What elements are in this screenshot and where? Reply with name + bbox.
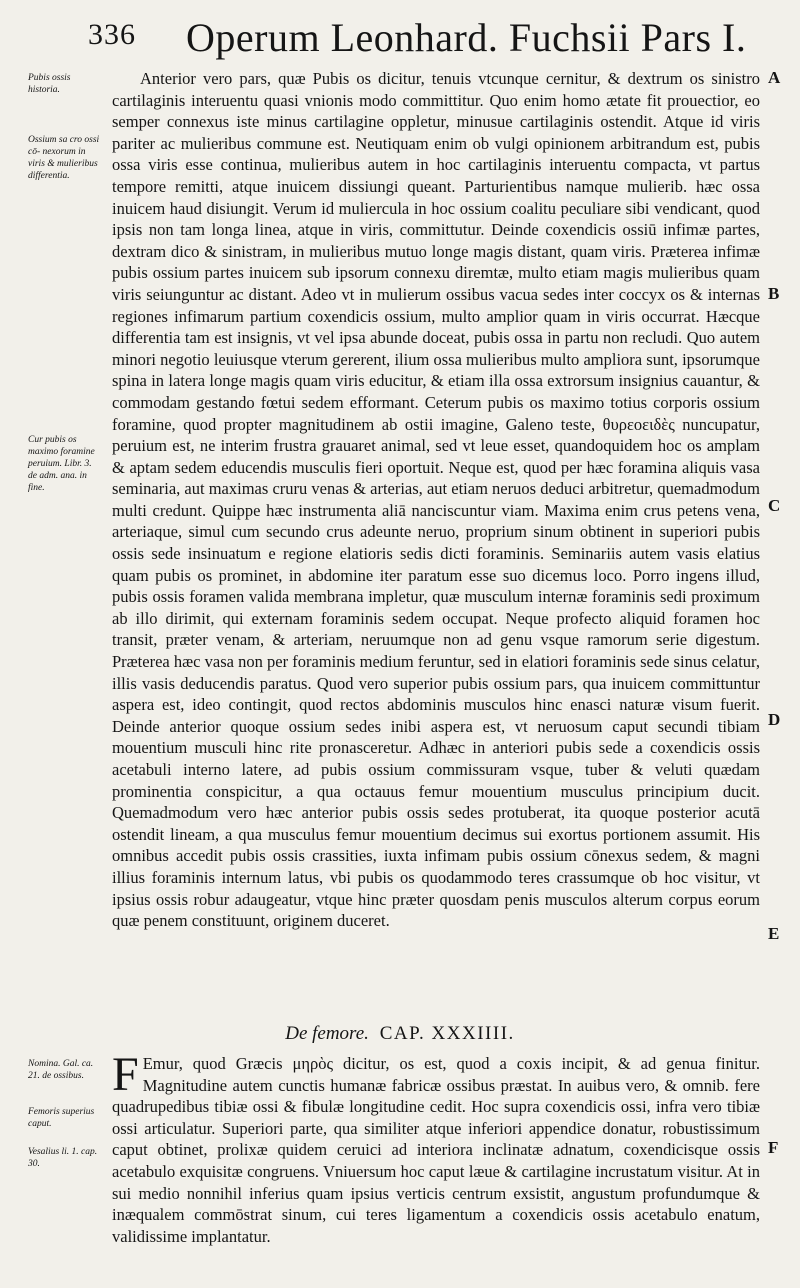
page-header: [0, 14, 800, 74]
chapter-label: CAP. XXXIIII.: [379, 1023, 515, 1044]
margin-note-names: Nomina. Gal. ca. 21. de ossibus.: [28, 1059, 94, 1081]
section-letter-b: B: [768, 284, 780, 303]
chapter-heading: [0, 1023, 800, 1045]
section-letter-a: A: [768, 68, 781, 87]
pubis-paragraph: Anterior vero pars, quæ Pubis os dicitur, tenuis vtcunque cernitur, & dextrum os sinistro cartilaginis interuentu quasi vnionis modo committitur. Quo enim homo ætate fit prouectior, eo semper connexus iste minus cartilagine oppletur, minusue cartilaginis ostendit. Atque id viris pariter ac mulieribus commune est. Neutiquam enim ob vulgi opinionem arbitrandum est, pubis ossa viris esse continua, mulieribus autem in hoc cartilaginis interuentu compacta, vt partus tempore remitti, atque inuicem dissiungi queant. Parturientibus namque mulierib. hæc ossa inuicem haud disiungit. Verum id muliercula in hoc ossium coalitu peculiare sibi vendicant, quod ipsis non tam longa linea, atque in viris, committutur. Deinde coxendicis ossiū infimæ partes, dextram dico & sinistram, in mulieribus mutuo longe magis distant, quam viris. Præterea infimæ pubis ossium partes inuicem sub ipsorum connexu diremtæ, multo etiam magis mulieribus quam viris seiunguntur ac distant. Adeo vt in mulierum ossibus vacua sedes inter coccyx os & internas regiones infimarum partium coxendicis ossium, multo amplior quam in viris occurrat. Hæcque differentia tam est insignis, vt vel ipsa abunde doceat, pubis ossa in partu non recludi. Quo autem minori negotio leuiusque vterum gererent, ilium ossa mulieribus multo ampliora sunt, ipsorumque spina in latera longe magis quam viris educitur, & etiam illa ossa extrorsum insignius cauantur, & commodam gestando fœtui sedem efformant. Ceterum pubis os maximo totius corporis ossium foramine, quod propter magnitudinem ab ostii imagine, Galeno teste, θυρεοειδὲς nuncupatur, peruium est, ne interim frustra grauaret animal, sed vt leue esset, quandoquidem hoc os amplam & aptam sedem educendis musculis fieri oportuit. Neque est, quod per hæc foramina aliquis vasa seminaria, aut maximas cruru venas & arterias, aut etiam neruos deduci arbitretur, quemadmodum multi credunt. Quippe hæc instrumenta aliā nanciscuntur viam. Maxima enim crus petens vena, arteriaque, simul cum secundo crus adeunte neruo, proprium sinum obtinent in superiori pubis ossis sede insinuatum e regione elatioris sedis dicti foraminis. Seminariis autem vasis elatius quam pubis os prominet, in abdomine iter paratum esse suo dicemus loco. Porro ingens illud, pubis ossis foramen valida membrana impletur, quæ musculum internæ foraminis sedi proximum ab illo dirimit, qui externam foraminis sedem occupat. Neque profecto aliquid foramen hoc transit, præter venam, & arteriam, neruumque non ad genu vsque ramorum serie digestum. Præterea hæc vasa non per foraminis medium feruntur, sed in elatiori foraminis sede sinus celatur, illis vasis deducendis paratus. Quod vero superior pubis ossium pars, qua inuicem committuntur aspera est, ideo contingit, quod rectos abdominis musculos hinc enasci naturæ visum fuerit. Deinde anterior quoque ossium sedes inibi aspera est, vt neruosum caput secundi tibiam mouentium musculi hinc rite pronasceretur. Adhæc in anteriori pubis sede a coxendicis ossis acetabuli interno latere, ad pubis ossium commissuram vsque, tuber & veluti quædam prominentia conspicitur, a qua octauus femur mouentium musculus principium ducit. Quemadmodum vero hæc anterior pubis ossis sedes protuberat, ita quoque posterior acutā ostendit lineam, a qua musculus femur mouentium decimus sui exortus portionem assumit. His omnibus accedit pubis ossis crassities, iuxta infimam pubis ossium cōnexus sedem, & magni illius foraminis internum latus, vbi pubis os quodammodo teres crassumque ob hoc visitur, vt ipsius ossis robur adaugeatur, vtque hinc præter quosdam penis musculos alterum corpus eorum quæ penem constituunt, originem duceret.: [112, 69, 760, 931]
femur-paragraph: Emur, quod Græcis μηρὸς dicitur, os est, quod a coxis incipit, & ad genua finitur. Magnitudine autem cunctis humanæ fabricæ ossibus præstat. In auibus vero, & omnib. fere quadrupedibus tibiæ ossi & fibulæ longitudine cedit. Hoc supra coxendicis ossi, infra vero tibiæ ossi articulatur. Superiori parte, qua similiter atque inferiori appendice donatur, robustissimum caput obtinet, prolixæ quidem ceruici ad interiora inclinatæ adnatum, coxendicisque ossis acetabulo exquisitæ congruens. Vniuersum hoc caput læue & cartilagine incrustatum visitur. At in sui medio nonnihil inferius quam ipsius verticis centrum exsistit, angustum profundumque & inæqualem commōstrat sinum, cui teres ligamentum a coxendicis ossis acetabulo enatum, validissime implantatur.: [112, 1054, 760, 1246]
margin-note-vesalius: Vesalius li. 1. cap. 30.: [28, 1147, 98, 1169]
chapter-text-block: [112, 1048, 760, 1247]
section-letter-c: C: [768, 496, 781, 515]
margin-note-femur-head: Femoris superius caput.: [28, 1107, 95, 1129]
drop-cap: F: [112, 1048, 139, 1101]
running-title: Operum Leonhard. Fuchsii Pars I.: [186, 15, 747, 60]
margin-note-sex-difference: Ossium sa cro ossi cō- nexorum in viris & mulieribus differentia.: [28, 135, 100, 181]
section-letter-f: F: [768, 1138, 779, 1157]
main-text-block: [112, 68, 760, 932]
margin-note-pubis-history: Pubis ossis historia.: [28, 73, 71, 95]
page-number: 336: [88, 18, 136, 51]
chapter-title: De femore.: [285, 1023, 369, 1044]
margin-note-foramen: Cur pubis os maximo foramine peruium. Libr. 3. de adm. ana. in fine.: [28, 435, 95, 493]
section-letter-d: D: [768, 710, 781, 729]
section-letter-e: E: [768, 924, 780, 943]
